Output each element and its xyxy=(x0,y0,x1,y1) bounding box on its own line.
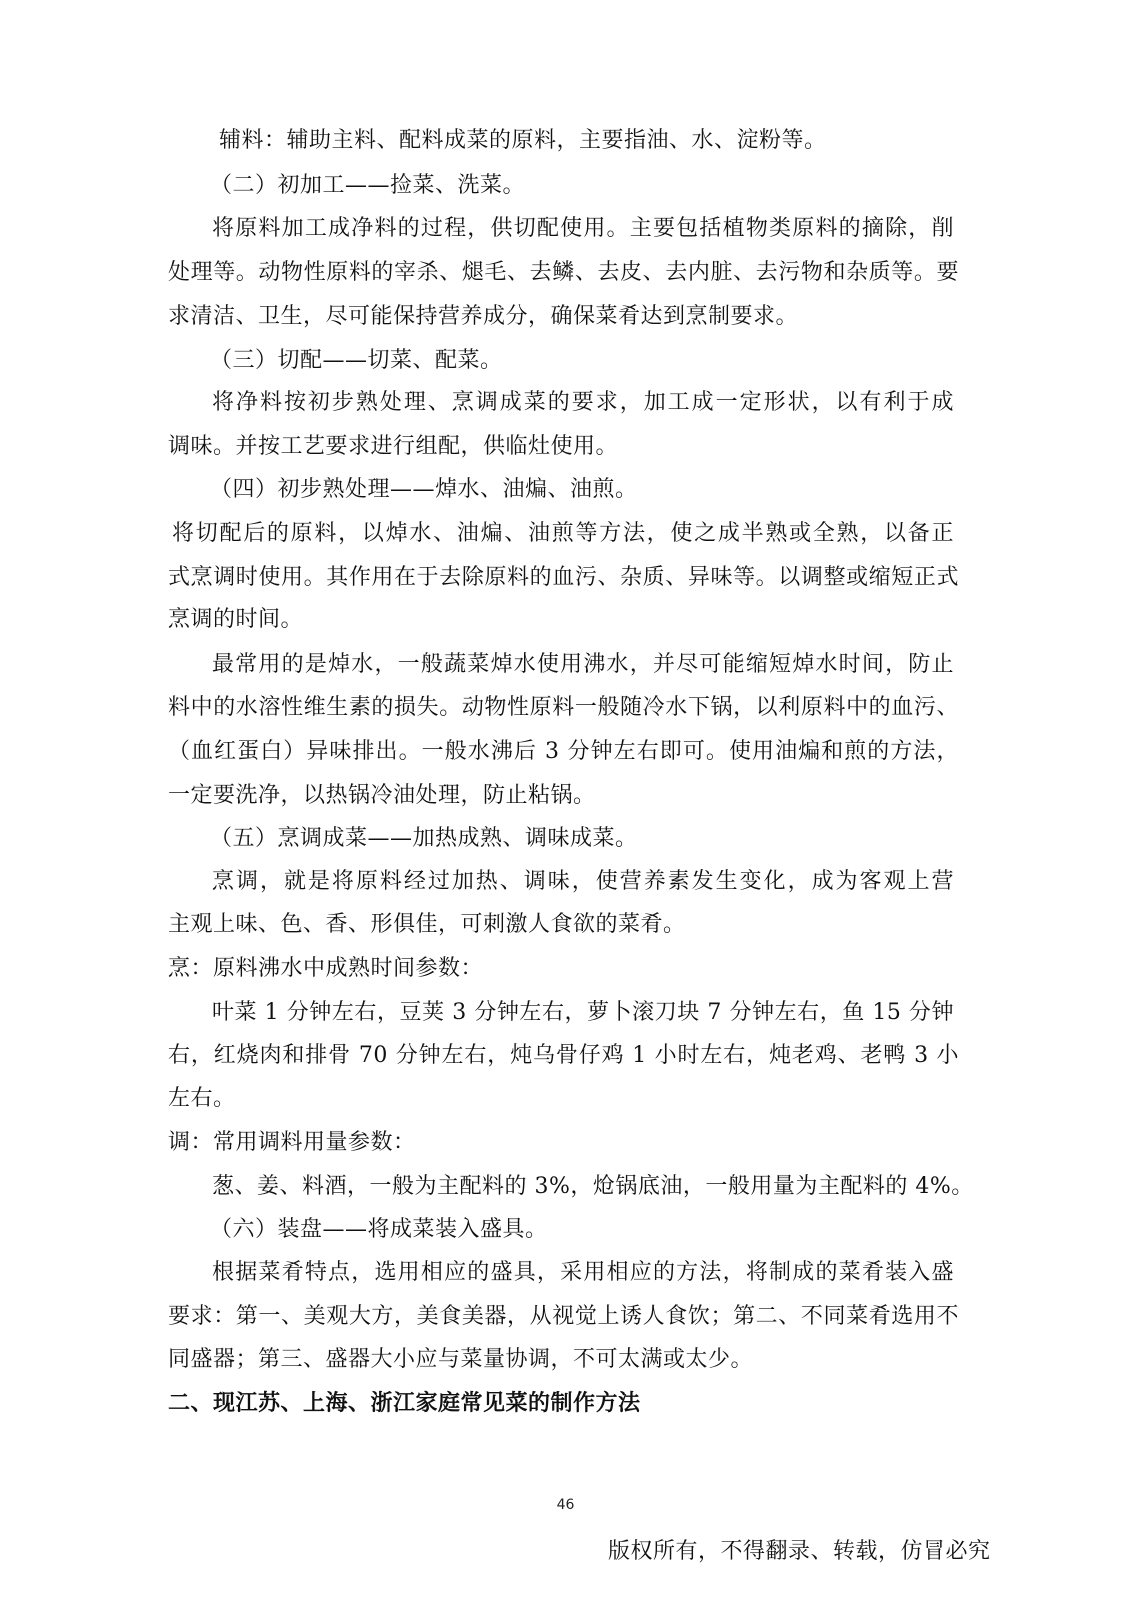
paragraph-line: 右，红烧肉和排骨 70 分钟左右，炖乌骨仔鸡 1 小时左右，炖老鸡、老鸭 3 小 xyxy=(168,1043,959,1068)
subheading-cooking-time: 烹：原料沸水中成熟时间参数： xyxy=(168,956,484,981)
section-heading-initial-processing: （二）初加工——捡菜、洗菜。 xyxy=(210,173,526,198)
paragraph-line: 将原料加工成净料的过程，供切配使用。主要包括植物类原料的摘除，削 xyxy=(212,216,954,241)
paragraph-line: 要求：第一、美观大方，美食美器，从视觉上诱人食饮；第二、不同菜肴选用不 xyxy=(168,1304,959,1329)
section-heading-preliminary-heat: （四）初步熟处理——焯水、油煸、油煎。 xyxy=(210,477,638,502)
paragraph-line: 求清洁、卫生，尽可能保持营养成分，确保菜肴达到烹制要求。 xyxy=(168,304,799,329)
section-heading-plating: （六）装盘——将成菜装入盛具。 xyxy=(210,1217,548,1242)
paragraph-line: 葱、姜、料酒，一般为主配料的 3%，炝锅底油，一般用量为主配料的 4%。 xyxy=(212,1174,974,1199)
chapter-heading: 二、现江苏、上海、浙江家庭常见菜的制作方法 xyxy=(168,1390,641,1416)
paragraph-line: （血红蛋白）异味排出。一般水沸后 3 分钟左右即可。使用油煸和煎的方法， xyxy=(168,739,959,764)
paragraph-line: 同盛器；第三、盛器大小应与菜量协调，不可太满或太少。 xyxy=(168,1347,754,1372)
paragraph-line: 调味。并按工艺要求进行组配，供临灶使用。 xyxy=(168,434,619,459)
paragraph-auxiliary-ingredients: 辅料：辅助主料、配料成菜的原料，主要指油、水、淀粉等。 xyxy=(219,128,827,153)
paragraph-line: 烹调，就是将原料经过加热、调味，使营养素发生变化，成为客观上营 xyxy=(212,869,954,894)
paragraph-line: 左右。 xyxy=(168,1086,236,1111)
page-number: 46 xyxy=(556,1497,575,1513)
section-heading-cutting: （三）切配——切菜、配菜。 xyxy=(210,348,503,373)
section-heading-cooking: （五）烹调成菜——加热成熟、调味成菜。 xyxy=(210,826,638,851)
paragraph-line: 将切配后的原料，以焯水、油煸、油煎等方法，使之成半熟或全熟，以备正 xyxy=(172,521,954,546)
paragraph-line: 最常用的是焯水，一般蔬菜焯水使用沸水，并尽可能缩短焯水时间，防止 xyxy=(212,652,954,677)
paragraph-line: 叶菜 1 分钟左右，豆荚 3 分钟左右，萝卜滚刀块 7 分钟左右，鱼 15 分钟 xyxy=(212,1000,954,1025)
subheading-seasoning: 调：常用调料用量参数： xyxy=(168,1130,416,1155)
paragraph-line: 根据菜肴特点，选用相应的盛具，采用相应的方法，将制成的菜肴装入盛 xyxy=(212,1260,954,1285)
paragraph-line: 式烹调时使用。其作用在于去除原料的血污、杂质、异味等。以调整或缩短正式 xyxy=(168,565,959,590)
copyright-notice: 版权所有，不得翻录、转载，仿冒必究 xyxy=(608,1539,991,1564)
paragraph-line: 料中的水溶性维生素的损失。动物性原料一般随冷水下锅，以利原料中的血污、 xyxy=(168,695,959,720)
paragraph-line: 将净料按初步熟处理、烹调成菜的要求，加工成一定形状，以有利于成 xyxy=(212,390,954,415)
paragraph-line: 主观上味、色、香、形俱佳，可刺激人食欲的菜肴。 xyxy=(168,912,686,937)
paragraph-line: 一定要洗净，以热锅冷油处理，防止粘锅。 xyxy=(168,783,596,808)
paragraph-line: 烹调的时间。 xyxy=(168,607,304,632)
paragraph-line: 处理等。动物性原料的宰杀、煺毛、去鳞、去皮、去内脏、去污物和杂质等。要 xyxy=(168,260,959,285)
